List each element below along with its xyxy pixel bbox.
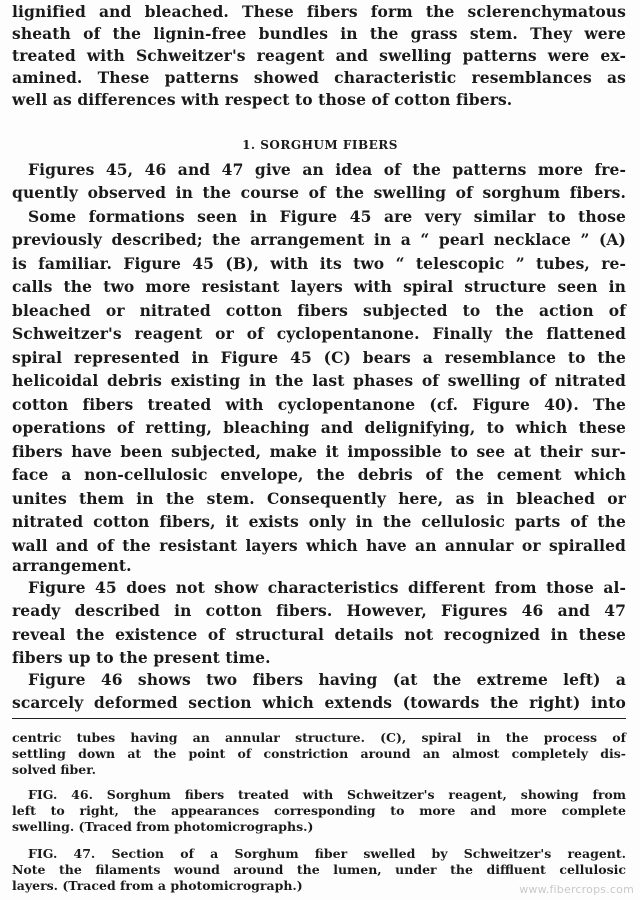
section-line: fibers have been subjected, make it impossible to see at their sur- xyxy=(12,442,626,461)
section-line: calls the two more resistant layers with spiral structure seen in xyxy=(12,277,626,296)
section-line: unites them in the stem. Consequently here, as in bleached or xyxy=(12,489,626,508)
section-line: spiral represented in Figure 45 (C) bears a resemblance to the xyxy=(12,348,626,367)
fig47-caption-line: Note the filaments wound around the lumen, under the diffluent cellulosic xyxy=(12,862,626,877)
fig46-caption-line: FIG. 46. Sorghum fibers treated with Schweitzer's reagent, showing from xyxy=(28,787,626,802)
section-line: previously described; the arrangement in a “ pearl necklace ” (A) xyxy=(12,230,626,249)
section-line: nitrated cotton fibers, it exists only in the cellulosic parts of the xyxy=(12,512,626,531)
body-line: treated with Schweitzer's reagent and swelling patterns were ex- xyxy=(12,46,626,65)
section-line: fibers up to the present time. xyxy=(12,648,271,667)
caption-line: centric tubes having an annular structure. (C), spiral in the process of xyxy=(12,730,626,745)
body-line: amined. These patterns showed characteristic resemblances as xyxy=(12,68,626,87)
section-line: wall and of the resistant layers which have an annular or spiralled xyxy=(12,536,626,555)
section-line: Figures 45, 46 and 47 give an idea of the patterns more fre- xyxy=(28,160,626,179)
fig46-caption-line: swelling. (Traced from photomicrographs.) xyxy=(12,819,314,834)
caption-line: settling down at the point of constriction around an almost completely dis- xyxy=(12,746,626,761)
body-line: sheath of the lignin-free bundles in the grass stem. They were xyxy=(12,24,626,43)
fig47-caption-line: layers. (Traced from a photomicrograph.) xyxy=(12,878,303,893)
section-line: arrangement. xyxy=(12,556,132,575)
section-line: scarcely deformed section which extends (towards the right) into xyxy=(12,693,626,712)
caption-line: solved fiber. xyxy=(12,762,97,777)
section-line: is familiar. Figure 45 (B), with its two “ telescopic ” tubes, re- xyxy=(12,254,626,273)
section-line: face a non-cellulosic envelope, the debris of the cement which xyxy=(12,465,626,484)
watermark-text: www.fibercrops.com xyxy=(519,883,634,896)
section-line: reveal the existence of structural details not recognized in these xyxy=(12,625,626,644)
section-line: cotton fibers treated with cyclopentanone (cf. Figure 40). The xyxy=(12,395,626,414)
caption-divider xyxy=(12,718,626,719)
section-line: quently observed in the course of the swelling of sorghum fibers. xyxy=(12,183,626,202)
fig47-caption-line: FIG. 47. Section of a Sorghum fiber swelled by Schweitzer's reagent. xyxy=(28,846,626,861)
fig46-caption-line: left to right, the appearances corresponding to more and more complete xyxy=(12,803,626,818)
section-line: operations of retting, bleaching and delignifying, to which these xyxy=(12,418,626,437)
section-line: ready described in cotton fibers. However, Figures 46 and 47 xyxy=(12,601,626,620)
section-line: Schweitzer's reagent or of cyclopentanone. Finally the flattened xyxy=(12,324,626,343)
section-line: Some formations seen in Figure 45 are very similar to those xyxy=(28,207,626,226)
section-line: Figure 46 shows two fibers having (at the extreme left) a xyxy=(28,670,626,689)
body-line: well as differences with respect to those of cotton fibers. xyxy=(12,90,513,109)
section-line: helicoidal debris existing in the last phases of swelling of nitrated xyxy=(12,371,626,390)
section-line: bleached or nitrated cotton fibers subjected to the action of xyxy=(12,301,626,320)
section-line: Figure 45 does not show characteristics different from those al- xyxy=(28,578,626,597)
body-line: lignified and bleached. These fibers form the sclerenchymatous xyxy=(12,2,626,21)
section-heading: 1. SORGHUM FIBERS xyxy=(242,138,398,152)
